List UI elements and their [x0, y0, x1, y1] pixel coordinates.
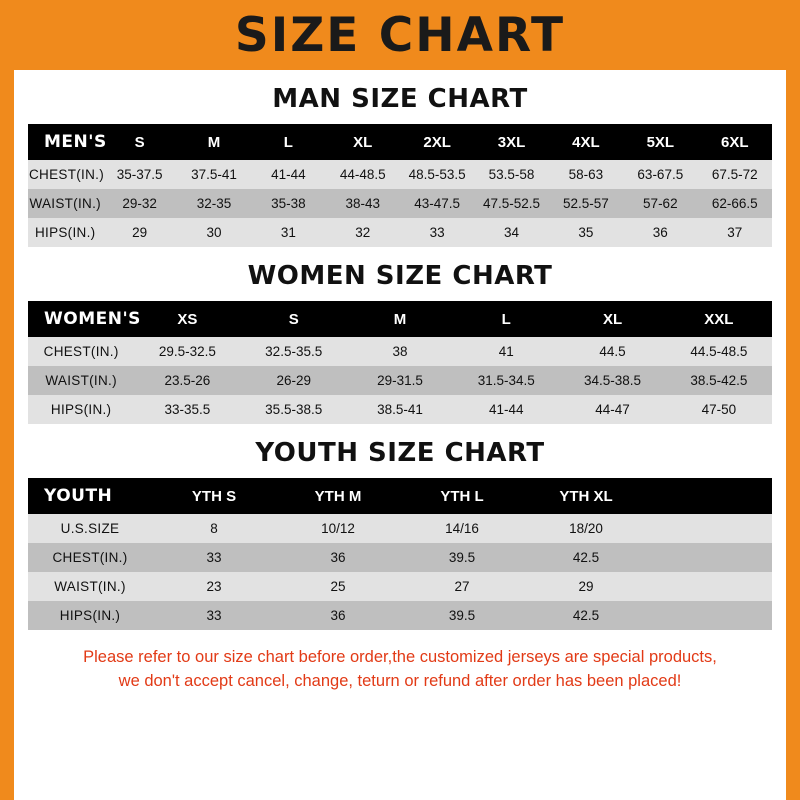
men-row0-cell8: 67.5-72: [711, 167, 758, 182]
women-row2-label: HIPS(IN.): [50, 402, 112, 417]
youth-row1-cell3: 42.5: [572, 550, 600, 565]
youth-header-spacer: [648, 478, 772, 514]
youth-section-title: YOUTH SIZE CHART: [255, 438, 545, 468]
youth-row0-cell3: 18/20: [569, 521, 603, 536]
youth-row3-cell2: 39.5: [448, 608, 476, 623]
men-size-table: [28, 124, 772, 247]
youth-row2-label: WAIST(IN.): [54, 579, 126, 594]
women-section-title: WOMEN SIZE CHART: [247, 261, 553, 291]
men-row1-cell1: 32-35: [196, 196, 232, 211]
youth-row3-label: HIPS(IN.): [59, 608, 121, 623]
men-table-header: [28, 124, 772, 160]
women-row2-cell5: 47-50: [701, 402, 737, 417]
table-header-row: [28, 478, 772, 514]
women-row0-cell4: 44.5: [599, 344, 626, 359]
youth-row1-cell1: 36: [330, 550, 346, 565]
women-row1-label: WAIST(IN.): [45, 373, 117, 388]
women-row1-cell1: 26-29: [276, 373, 311, 388]
table-row: [28, 160, 772, 189]
men-row2-cell8: 37: [727, 225, 743, 240]
youth-row1-label: CHEST(IN.): [52, 550, 128, 565]
men-row2-cell5: 34: [504, 225, 520, 240]
women-row2-cell3: 41-44: [489, 402, 524, 417]
youth-row3-cell1: 36: [330, 608, 346, 623]
youth-size-table: [28, 478, 772, 630]
table-header-row: [28, 124, 772, 160]
men-row2-cell0: 29: [132, 225, 148, 240]
youth-row0-spacer: [648, 514, 772, 543]
youth-header-cell-3: YTH L: [440, 487, 484, 505]
men-row1-label: WAIST(IN.): [29, 196, 101, 211]
women-header-cell-4: L: [501, 310, 511, 328]
table-row: [28, 543, 772, 572]
table-row: [28, 395, 772, 424]
women-row0-cell0: 29.5-32.5: [158, 344, 216, 359]
men-row1-cell5: 47.5-52.5: [483, 196, 541, 211]
women-table-body: [28, 337, 772, 424]
men-header-cell-1: S: [134, 133, 145, 151]
women-header-cell-5: XL: [602, 310, 623, 328]
men-section-title: MAN SIZE CHART: [272, 84, 528, 114]
women-header-cell-3: M: [393, 310, 407, 328]
footer-disclaimer: [34, 646, 766, 694]
men-row2-cell7: 36: [652, 225, 668, 240]
table-row: [28, 337, 772, 366]
youth-table-header: [28, 478, 772, 514]
table-row: [28, 189, 772, 218]
men-header-cell-5: 2XL: [423, 133, 451, 151]
youth-row3-cell3: 42.5: [572, 608, 600, 623]
men-row1-cell4: 43-47.5: [414, 196, 461, 211]
men-row1-cell6: 52.5-57: [563, 196, 609, 211]
women-row2-cell2: 38.5-41: [377, 402, 423, 417]
youth-row0-cell0: 8: [210, 521, 218, 536]
men-row2-label: HIPS(IN.): [34, 225, 96, 240]
women-row1-cell0: 23.5-26: [164, 373, 211, 388]
youth-row2-cell2: 27: [454, 579, 470, 594]
women-row0-cell2: 38: [392, 344, 408, 359]
men-row2-cell1: 30: [206, 225, 222, 240]
youth-row3-spacer: [648, 601, 772, 630]
table-row: [28, 366, 772, 395]
men-header-cell-2: M: [207, 133, 221, 151]
men-header-cell-9: 6XL: [721, 133, 749, 151]
women-row2-cell4: 44-47: [595, 402, 630, 417]
men-row2-cell3: 32: [355, 225, 371, 240]
women-row1-cell3: 31.5-34.5: [477, 373, 535, 388]
women-row0-cell5: 44.5-48.5: [690, 344, 748, 359]
women-header-cell-2: S: [288, 310, 299, 328]
men-header-cell-3: L: [283, 133, 293, 151]
youth-row0-cell1: 10/12: [321, 521, 355, 536]
men-row0-cell6: 58-63: [568, 167, 604, 182]
women-header-cell-6: XXL: [704, 310, 734, 328]
women-header-cell-1: XS: [177, 310, 198, 328]
men-row1-cell2: 35-38: [271, 196, 306, 211]
women-row1-cell2: 29-31.5: [377, 373, 423, 388]
men-row0-cell2: 41-44: [271, 167, 306, 182]
women-header-cell-0: WOMEN'S: [44, 309, 141, 329]
women-row2-cell0: 33-35.5: [164, 402, 211, 417]
women-row0-cell3: 41: [498, 344, 514, 359]
men-row0-cell5: 53.5-58: [488, 167, 535, 182]
men-row2-cell4: 33: [429, 225, 445, 240]
men-row2-cell2: 31: [280, 225, 296, 240]
youth-table-body: [28, 514, 772, 630]
youth-row2-cell0: 23: [206, 579, 222, 594]
youth-header-cell-4: YTH XL: [559, 487, 613, 505]
youth-row0-cell2: 14/16: [445, 521, 479, 536]
youth-header-cell-2: YTH M: [314, 487, 362, 505]
men-row1-cell7: 57-62: [643, 196, 678, 211]
women-table-header: [28, 301, 772, 337]
women-size-table: [28, 301, 772, 424]
youth-row3-cell0: 33: [206, 608, 222, 623]
content-area: [14, 84, 786, 694]
youth-header-cell-1: YTH S: [191, 487, 237, 505]
women-row2-cell1: 35.5-38.5: [265, 402, 323, 417]
men-table-body: [28, 160, 772, 247]
table-header-row: [28, 301, 772, 337]
youth-row1-spacer: [648, 543, 772, 572]
youth-row2-spacer: [648, 572, 772, 601]
table-row: [28, 572, 772, 601]
men-row0-cell4: 48.5-53.5: [408, 167, 466, 182]
table-row: [28, 514, 772, 543]
men-row0-cell1: 37.5-41: [191, 167, 237, 182]
women-row1-cell4: 34.5-38.5: [584, 373, 642, 388]
youth-header-cell-0: YOUTH: [44, 486, 113, 506]
men-row0-cell7: 63-67.5: [637, 167, 684, 182]
men-row0-label: CHEST(IN.): [29, 167, 104, 182]
men-row2-cell6: 35: [578, 225, 594, 240]
footer-line-1: Please refer to our size chart before order,the customized jerseys are special products,: [83, 648, 717, 666]
men-row0-cell0: 35-37.5: [116, 167, 163, 182]
women-row0-cell1: 32.5-35.5: [265, 344, 323, 359]
men-row0-cell3: 44-48.5: [339, 167, 386, 182]
women-row0-label: CHEST(IN.): [43, 344, 119, 359]
women-row1-cell5: 38.5-42.5: [690, 373, 748, 388]
men-header-cell-7: 4XL: [572, 133, 600, 151]
page-banner: [14, 0, 786, 70]
men-header-cell-6: 3XL: [497, 133, 526, 151]
men-header-cell-8: 5XL: [646, 133, 675, 151]
youth-row2-cell1: 25: [330, 579, 346, 594]
youth-row1-cell0: 33: [206, 550, 222, 565]
page-title: SIZE CHART: [234, 7, 566, 63]
men-row1-cell8: 62-66.5: [711, 196, 758, 211]
men-row1-cell3: 38-43: [345, 196, 381, 211]
youth-row1-cell2: 39.5: [448, 550, 476, 565]
table-row: [28, 218, 772, 247]
table-row: [28, 601, 772, 630]
men-header-cell-4: XL: [353, 133, 373, 151]
men-header-cell-0: MEN'S: [44, 132, 107, 152]
youth-row2-cell3: 29: [578, 579, 594, 594]
men-row1-cell0: 29-32: [122, 196, 157, 211]
footer-line-2: we don't accept cancel, change, teturn or refund after order has been placed!: [118, 671, 682, 690]
youth-row0-label: U.S.SIZE: [60, 521, 120, 536]
